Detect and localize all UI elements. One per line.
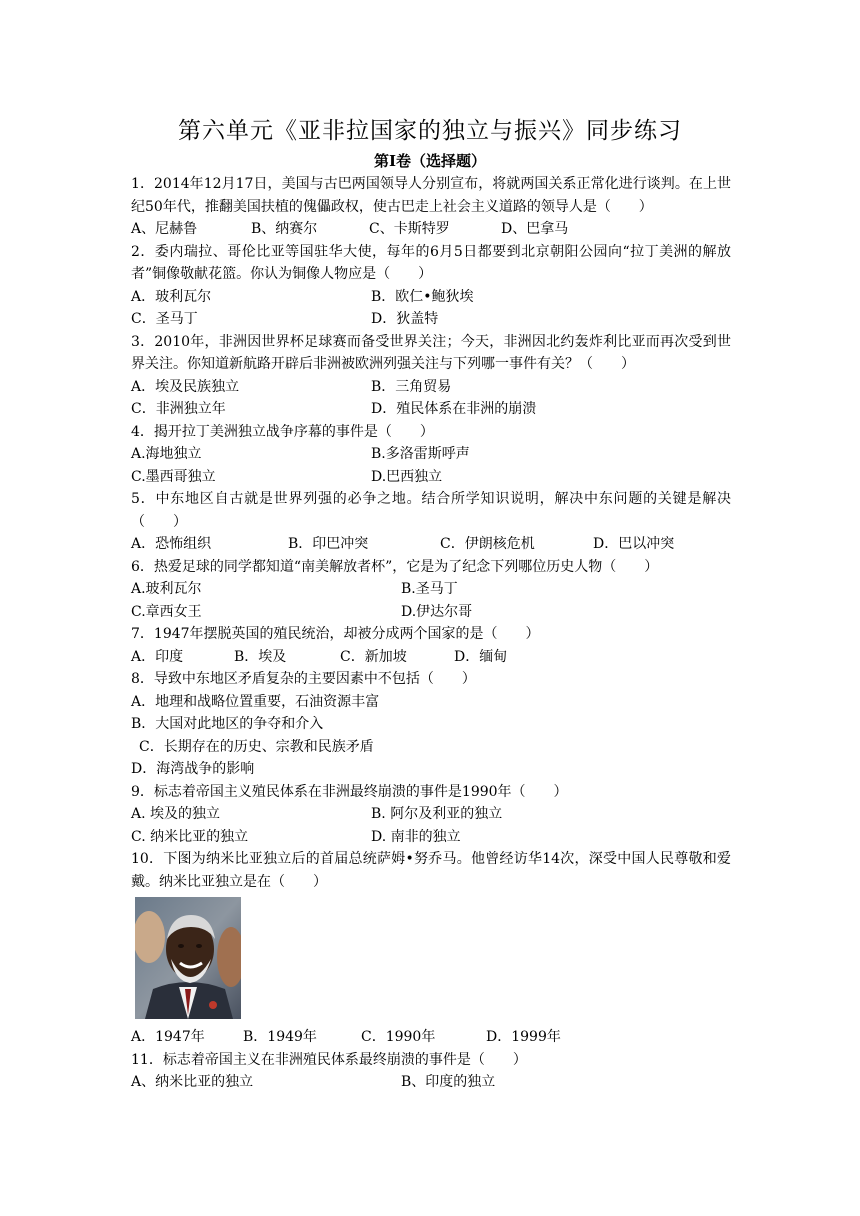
question-9-option-d: D. 南非的独立: [371, 828, 461, 845]
question-3-options-row2: [131, 398, 731, 421]
question-4-option-c: C.墨西哥独立: [131, 468, 216, 485]
question-5-option-c: C．伊朗核危机: [440, 536, 535, 552]
question-6-option-d: D.伊达尔哥: [401, 603, 473, 620]
question-10-option-d: D．1999年: [486, 1029, 561, 1045]
question-6-option-b: B.圣马丁: [401, 581, 458, 597]
question-3-option-c: C．非洲独立年: [131, 401, 226, 417]
question-7-option-d: D．缅甸: [454, 648, 508, 665]
question-5-option-d: D．巴以冲突: [593, 536, 675, 552]
question-2-options-row1: [131, 286, 731, 309]
question-9-stem: 9．标志着帝国主义殖民体系在非洲最终崩溃的事件是1990年（ ）: [131, 783, 568, 800]
photo-container: [131, 893, 731, 1026]
question-10-stem: 10．下图为纳米比亚独立后的首届总统萨姆•努乔马。他曾经访华14次，深受中国人民尊敬和爱戴。纳米比亚独立是在（ ）: [131, 851, 731, 890]
question-4-stem: 4．揭开拉丁美洲独立战争序幕的事件是（ ）: [131, 423, 434, 440]
question-5-option-b: B．印巴冲突: [288, 536, 369, 552]
question-1-stem: 1．2014年12月17日，美国与古巴两国领导人分别宣布，将就两国关系正常化进行谈判。在上世纪50年代，推翻美国扶植的傀儡政权，使古巴走上社会主义道路的领导人是（ ）: [131, 176, 731, 215]
question-1-option-c: C、卡斯特罗: [369, 221, 450, 237]
question-5-options: [131, 533, 731, 556]
question-6-stem: 6．热爱足球的同学都知道“南美解放者杯”，它是为了纪念下列哪位历史人物（ ）: [131, 558, 659, 575]
question-list: [131, 173, 731, 1094]
question-11-option-a: A、纳米比亚的独立: [131, 1074, 254, 1090]
question-2-option-a: A．玻利瓦尔: [131, 288, 212, 305]
question-10-option-b: B．1949年: [243, 1029, 317, 1045]
question-1-option-b: B、纳赛尔: [251, 221, 318, 237]
question-8-option-a: A．地理和战略位置重要，石油资源丰富: [131, 693, 380, 710]
question-10-options: [131, 1026, 731, 1049]
question-8-option-c: C．长期存在的历史、宗教和民族矛盾: [139, 738, 374, 755]
question-6-options-row2: [131, 601, 731, 624]
question-5-option-a: A．恐怖组织: [131, 536, 212, 552]
question-6-option-c: C.章西女王: [131, 603, 202, 620]
question-9-option-a: A. 埃及的独立: [131, 806, 221, 822]
question-2-option-d: D．狄盖特: [371, 311, 439, 327]
question-4-options-row1: [131, 443, 731, 466]
question-2-option-b: B．欧仁•鲍狄埃: [371, 288, 474, 305]
question-11-option-b: B、印度的独立: [401, 1074, 496, 1090]
question-2-option-c: C．圣马丁: [131, 311, 198, 327]
question-8-option-b: B．大国对此地区的争夺和介入: [131, 716, 324, 732]
question-3-option-b: B．三角贸易: [371, 378, 452, 395]
section-subtitle: 第Ⅰ卷（选择题）: [373, 152, 487, 170]
question-3-option-d: D．殖民体系在非洲的崩溃: [371, 401, 537, 417]
question-7-options: [131, 646, 731, 669]
question-8-stem: 8．导致中东地区矛盾复杂的主要因素中不包括（ ）: [131, 671, 476, 687]
question-1-option-a: A、尼赫鲁: [131, 221, 198, 237]
question-2-stem: 2．委内瑞拉、哥伦比亚等国驻华大使，每年的6月5日都要到北京朝阳公园向“拉丁美洲的解放者”铜像敬献花篮。你认为铜像人物应是（ ）: [131, 243, 731, 282]
question-3-stem: 3．2010年，非洲因世界杯足球赛而备受世界关注；今天，非洲因北约轰炸利比亚而再次受到世界关注。你知道新航路开辟后非洲被欧洲列强关注与下列哪一事件有关？（ ）: [131, 333, 731, 372]
question-10-option-a: A．1947年: [131, 1029, 205, 1045]
question-9-options-row1: [131, 803, 731, 826]
question-8-option-d-row: [131, 758, 731, 781]
question-8-option-a-row: [131, 691, 731, 714]
question-7-stem: 7．1947年摆脱英国的殖民统治，却被分成两个国家的是（ ）: [131, 626, 540, 642]
question-1-options: [131, 218, 731, 241]
question-8-option-c-row: [131, 736, 731, 759]
question-6-option-a: A.玻利瓦尔: [131, 581, 202, 597]
page-title: 第六单元《亚非拉国家的独立与振兴》同步练习: [178, 118, 682, 144]
question-4-option-b: B.多洛雷斯呼声: [371, 446, 470, 462]
question-11-stem: 11．标志着帝国主义在非洲殖民体系最终崩溃的事件是（ ）: [131, 1051, 527, 1068]
question-1-option-d: D、巴拿马: [501, 221, 569, 237]
question-7-option-b: B．埃及: [234, 648, 287, 665]
question-9-option-b: B. 阿尔及利亚的独立: [371, 806, 503, 822]
question-6-options-row1: [131, 578, 731, 601]
question-9-option-c: C. 纳米比亚的独立: [131, 828, 249, 845]
question-4-option-d: D.巴西独立: [371, 468, 443, 485]
portrait-photo: [135, 897, 241, 1019]
question-5-stem: 5．中东地区自古就是世界列强的必争之地。结合所学知识说明，解决中东问题的关键是解决（ ）: [131, 491, 731, 530]
question-7-option-c: C．新加坡: [340, 648, 407, 665]
question-4-options-row2: [131, 466, 731, 489]
question-7-option-a: A．印度: [131, 648, 184, 665]
question-2-options-row2: [131, 308, 731, 331]
question-8-option-d: D．海湾战争的影响: [131, 761, 255, 777]
question-8-option-b-row: [131, 713, 731, 736]
question-10-option-c: C．1990年: [361, 1029, 436, 1045]
question-9-options-row2: [131, 826, 731, 849]
question-3-option-a: A．埃及民族独立: [131, 378, 240, 395]
question-3-options-row1: [131, 376, 731, 399]
question-4-option-a: A.海地独立: [131, 446, 202, 462]
question-11-options: [131, 1071, 731, 1094]
